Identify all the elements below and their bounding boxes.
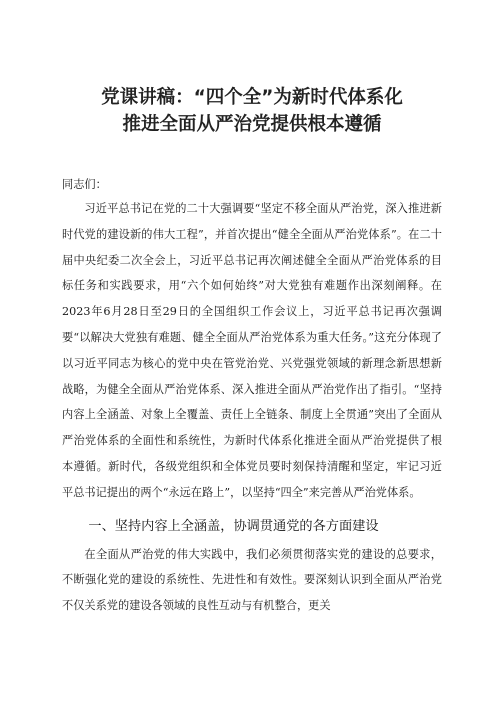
body-paragraph-1: 习近平总书记在党的二十大强调要“坚定不移全面从严治党，深入推进新时代党的建设新的伟大工程”，并首次提出“健全全面从严治党体系”。在二十届中央纪委二次全会上，习近平总书记再次阐述健全全面从严治党体系的目标任务和实践要求，用“六个如何始终”对大党独有难题作出深刻阐释。在2023年6月28日至29日的全国组织工作会议上，习近平总书记再次强调要“以解决大党独有难题、健全全面从严治党体系为重大任务。”这充分体现了以习近平同志为核心的党中央在管党治党、兴党强党领域的新理念新思想新战略，为健全全面从严治党体系、深入推进全面从严治党作出了指引。“坚持内容上全涵盖、对象上全覆盖、责任上全链条、制度上全贯通”突出了全面从严治党体系的全面性和系统性，为新时代体系化推进全面从严治党提供了根本遵循。新时代，各级党组织和全体党员要时刻保持清醒和坚定，牢记习近平总书记提出的两个“永远在路上”，以坚持“四全”来完善从严治党体系。 (62, 202, 442, 499)
section-heading-1: 一、坚持内容上全涵盖，协调贯通党的各方面建设 (88, 518, 379, 534)
title-line-2: 推进全面从严治党提供根本遵循 (122, 114, 382, 135)
document-title (62, 84, 442, 138)
greeting: 同志们： (62, 178, 107, 191)
title-line-1: 党课讲稿：“四个全”为新时代体系化 (101, 87, 403, 108)
body-paragraph-2: 在全面从严治党的伟大实践中，我们必须贯彻落实党的建设的总要求，不断强化党的建设的系统性、先进性和有效性。要深刻认识到全面从严治党不仅关系党的建设各领域的良性互动与有机整合，更关 (62, 547, 442, 613)
